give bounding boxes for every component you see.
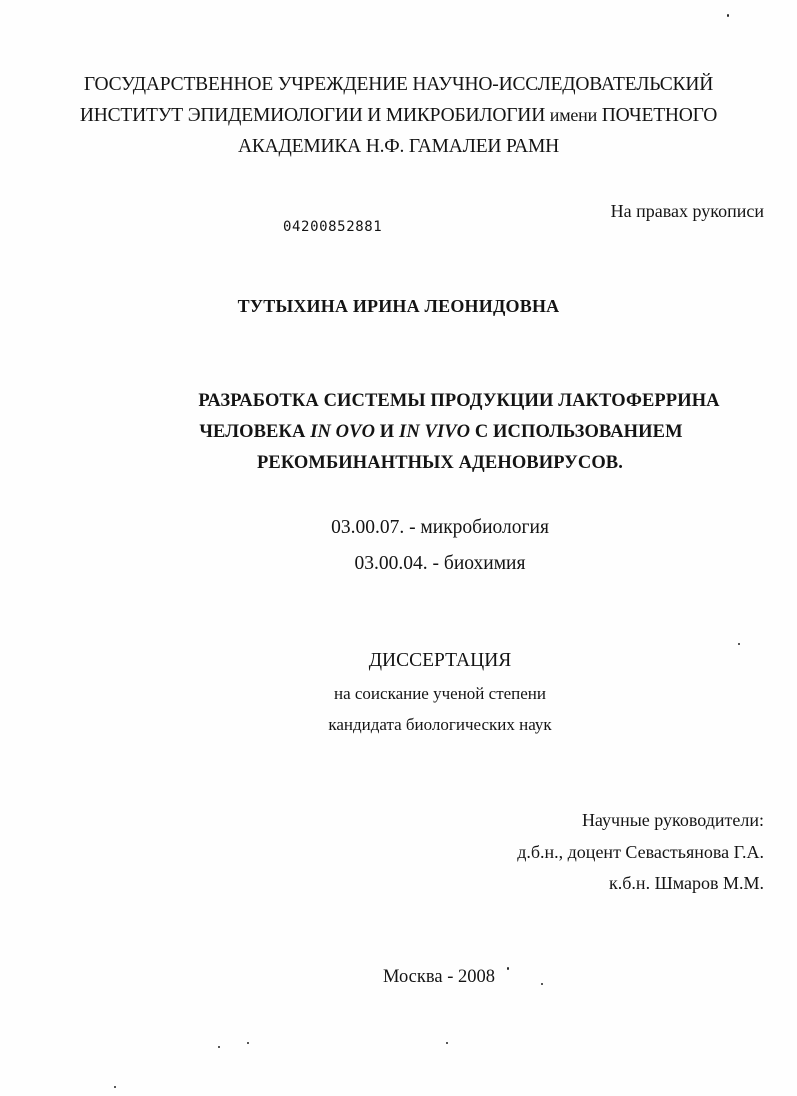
institution-line-2-name: ИНСТИТУТ ЭПИДЕМИОЛОГИИ И МИКРОБИЛОГИИ [79,105,546,126]
scan-speck [218,1046,220,1048]
supervisor-1: д.б.н., доцент Севастьянова Г.А. [517,842,764,862]
supervisors-heading: Научные руководители: [581,810,764,830]
scan-speck [541,983,543,985]
institution-line-2-honorary: ПОЧЕТНОГО [601,105,718,126]
scan-speck [247,1042,249,1044]
scan-speck [507,967,509,970]
title-in-ovo: IN OVO [310,422,376,442]
title-line-1: РАЗРАБОТКА СИСТЕМЫ ПРОДУКЦИИ ЛАКТОФЕРРИНА [198,391,720,411]
scan-speck [738,643,740,645]
institution-line-2 [0,105,797,127]
supervisor-2: к.б.н. Шмаров М.М. [609,873,764,893]
specialty-biochemistry: 03.00.04. - биохимия [354,553,526,574]
institution-line-2-imeni: имени [549,105,598,125]
dissertation-degree-line-1: на соискание ученой степени [333,684,547,703]
title-line-2-and: И [379,422,395,442]
title-line-2-human: ЧЕЛОВЕКА [199,422,306,442]
title-line-2 [0,422,797,443]
institution-line-3: АКАДЕМИКА Н.Ф. ГАМАЛЕИ РАМН [237,136,560,157]
title-in-vivo: IN VIVO [399,422,471,442]
manuscript-rights-note: На правах рукописи [610,201,764,221]
institution-line-1: ГОСУДАРСТВЕННОЕ УЧРЕЖДЕНИЕ НАУЧНО-ИССЛЕДОВАТЕЛЬСКИЙ [83,74,714,95]
place-and-year: Москва - 2008 [382,967,495,987]
scan-speck [114,1086,116,1088]
dissertation-heading: ДИССЕРТАЦИЯ [368,650,512,671]
author-name: ТУТЫХИНА ИРИНА ЛЕОНИДОВНА [237,296,560,316]
scan-speck [446,1042,448,1044]
specialty-microbiology: 03.00.07. - микробиология [331,517,549,538]
title-line-2-using: С ИСПОЛЬЗОВАНИЕМ [474,422,683,442]
title-line-3: РЕКОМБИНАНТНЫХ АДЕНОВИРУСОВ. [257,453,623,473]
dissertation-degree-line-2: кандидата биологических наук [328,715,552,734]
library-serial-number: 04200852881 [283,219,383,235]
scan-speck [727,14,729,17]
